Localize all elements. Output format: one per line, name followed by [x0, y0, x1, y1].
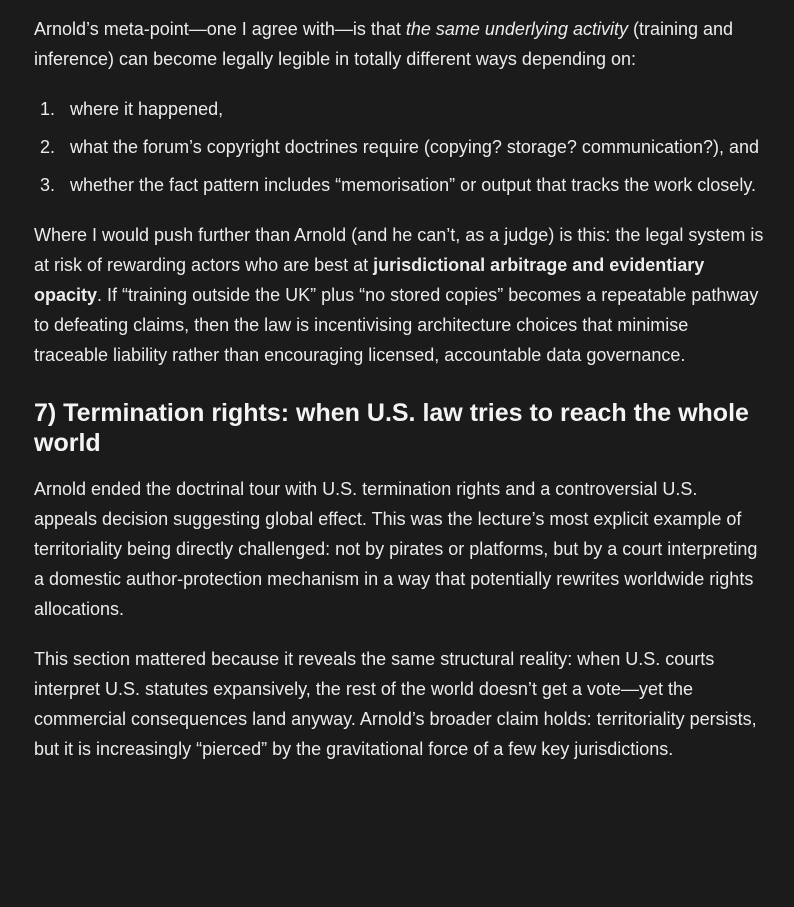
- list-item: [34, 170, 764, 200]
- analysis-paragraph: [34, 220, 764, 370]
- article-body: [34, 14, 764, 764]
- list-item: [34, 132, 764, 162]
- intro-text-start: Arnold’s meta-point—one I agree with—is that: [34, 19, 406, 39]
- intro-emphasis: the same underlying activity: [405, 19, 628, 39]
- analysis-bold-phrase: jurisdictional arbitrage and evidentiary opacity: [34, 255, 705, 305]
- list-item-text: whether the fact pattern includes “memorisation” or output that tracks the work closely.: [70, 175, 756, 195]
- list-item-text: what the forum’s copyright doctrines require (copying? storage? communication?), and: [70, 137, 760, 157]
- termination-paragraph: Arnold ended the doctrinal tour with U.S. termination rights and a controversial U.S. appeals decision suggesting global effect. This was the lecture’s most explicit example of territoriality being directly challenged: not by pirates or platforms, but by a court interpreting a domestic author-protection mechanism in a way that potentially rewrites worldwide rights allocations.: [34, 479, 758, 619]
- structural-paragraph: This section mattered because it reveals the same structural reality: when U.S. courts interpret U.S. statutes expansively, the rest of the world doesn’t get a vote—yet the commercial consequences land anyway. Arnold’s broader claim holds: territoriality persists, but it is increasingly “pierced” by the gravitational force of a few key jurisdictions.: [34, 649, 757, 759]
- list-item: [34, 94, 764, 124]
- intro-text-end: (training and inference) can become legally legible in totally different ways depending on:: [34, 19, 734, 69]
- list-number: 3.: [40, 175, 56, 195]
- analysis-text-end: . If “training outside the UK” plus “no stored copies” becomes a repeatable pathway to defeating claims, then the law is incentivising architecture choices that minimise traceable liability rather than encouraging licensed, accountable data governance.: [34, 285, 759, 365]
- intro-paragraph: [34, 14, 764, 74]
- list-number: 1.: [40, 99, 56, 119]
- list-item-text: where it happened,: [70, 99, 224, 119]
- numbered-list: [34, 94, 764, 200]
- analysis-text-start: Where I would push further than Arnold (and he can’t, as a judge) is this: the legal system is at risk of rewarding actors who are best at: [34, 225, 764, 275]
- section-heading: 7) Termination rights: when U.S. law tries to reach the whole world: [34, 399, 749, 457]
- list-number: 2.: [40, 137, 56, 157]
